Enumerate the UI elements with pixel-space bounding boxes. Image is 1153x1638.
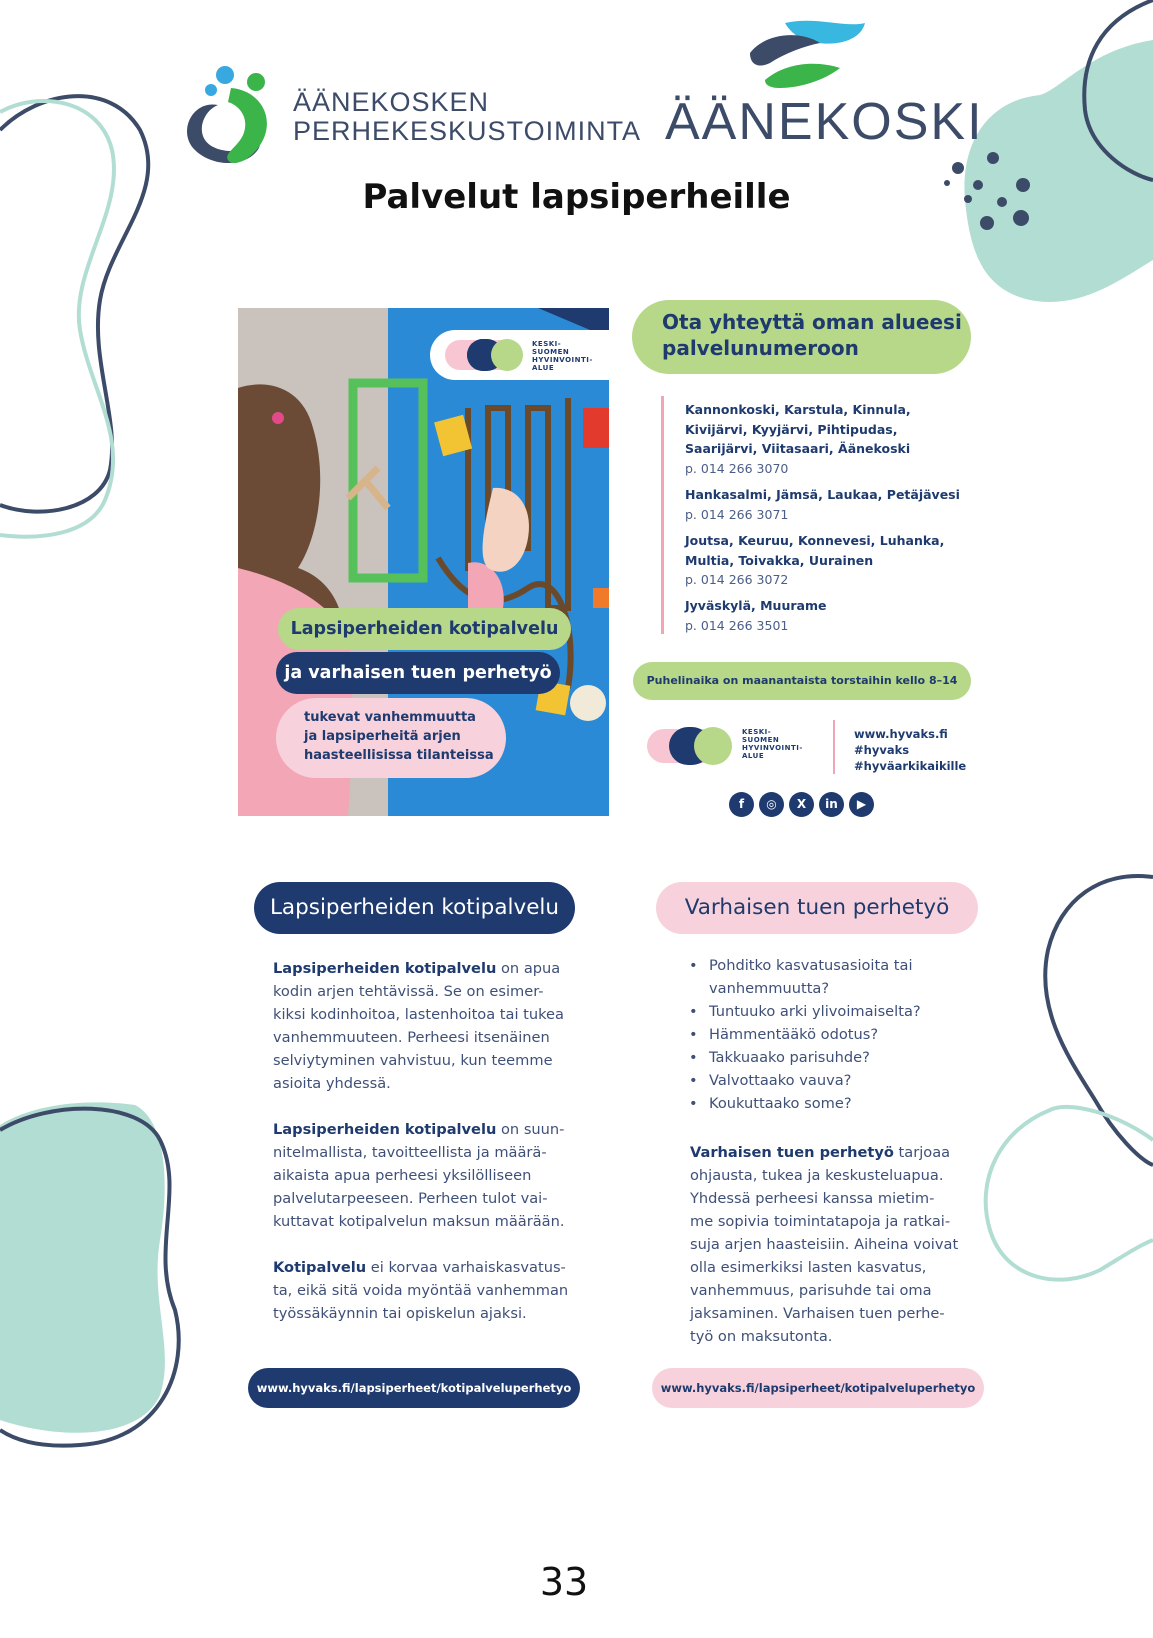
- contact-phone[interactable]: p. 014 266 3071: [685, 506, 789, 522]
- kotipalvelu-paragraph-1: Lapsiperheiden kotipalvelu on apua kodin arjen tehtävissä. Se on esimer- kiksi kodinhoitoa, lastenhoitoa tai tukea vanhemmuuteen. Perheesi itsenäinen selviytyminen vahvistuu, kun teemme asioita yhdessä.: [273, 960, 564, 1092]
- phone-hours: Puhelinaika on maanantaista torstaihin kello 8–14: [633, 662, 971, 700]
- contact-heading-line1: Ota yhteyttä oman alueesi: [662, 310, 962, 334]
- contact-region-1: Kannonkoski, Karstula, Kinnula, Kivijärvi, Kyyjärvi, Pihtipudas, Saarijärvi, Viitasaari, Äänekoski p. 014 266 3070: [685, 400, 911, 478]
- poster-pill-description: tukevat vanhemmuutta ja lapsiperheitä arjen haasteellisissa tilanteissa: [276, 698, 506, 778]
- perhetyo-heading: Varhaisen tuen perhetyö: [656, 882, 978, 934]
- contact-web: [854, 726, 966, 774]
- perhetyo-body: [690, 1141, 958, 1371]
- list-item: • Tuntuuko arki ylivoimaiselta?: [689, 1003, 921, 1020]
- list-item: • Valvottaako vauva?: [689, 1072, 852, 1089]
- perhekeskus-logo-text: [293, 88, 641, 146]
- linkedin-icon[interactable]: in: [819, 792, 844, 817]
- kotipalvelu-body: [273, 957, 568, 1348]
- x-icon[interactable]: X: [789, 792, 814, 817]
- kotipalvelu-heading: Lapsiperheiden kotipalvelu: [254, 882, 575, 934]
- page-number: 33: [539, 1560, 589, 1604]
- poster-brand-text: KESKI- SUOMEN HYVINVOINTI- ALUE: [532, 340, 593, 372]
- instagram-icon[interactable]: ◎: [759, 792, 784, 817]
- list-item: • Hämmentääkö odotus?: [689, 1026, 879, 1043]
- list-item: • Takkuaako parisuhde?: [689, 1049, 870, 1066]
- youtube-icon[interactable]: ▶: [849, 792, 874, 817]
- contact-phone[interactable]: p. 014 266 3070: [685, 460, 789, 476]
- aanekoski-logo-icon: [745, 18, 870, 90]
- contact-phone[interactable]: p. 014 266 3501: [685, 617, 789, 633]
- contact-heading: [632, 300, 971, 374]
- list-item: • Koukuttaako some?: [689, 1095, 852, 1112]
- kotipalvelu-paragraph-3: Kotipalvelu ei korvaa varhaiskasvatus- ta, eikä sitä voida myöntää vanhemman työssäkäynnin tai opiskelun ajaksi.: [273, 1259, 569, 1322]
- contact-region-4: Jyväskylä, Muurame p. 014 266 3501: [685, 596, 826, 635]
- list-item: • Pohditko kasvatusasioita tai vanhemmuutta?: [689, 957, 913, 997]
- poster-pill-perhetyo: ja varhaisen tuen perhetyö: [276, 652, 560, 694]
- brand-toggle-icon: [647, 727, 733, 765]
- hashtag: #hyvaks: [854, 743, 910, 757]
- kotipalvelu-paragraph-2: Lapsiperheiden kotipalvelu on suun- nitelmallista, tavoitteellista ja määrä- aikaista apua perheesi yksilölliseen palvelutarpeeseen. Perheen tulot vai- kuttavat kotipalvelun maksun määrään.: [273, 1121, 565, 1230]
- contact-region-3: Joutsa, Keuruu, Konnevesi, Luhanka, Multia, Toivakka, Uurainen p. 014 266 3072: [685, 531, 944, 590]
- kotipalvelu-url-link[interactable]: www.hyvaks.fi/lapsiperheet/kotipalveluperhetyo: [248, 1368, 580, 1408]
- perhekeskus-logo-line1: ÄÄNEKOSKEN: [293, 87, 490, 117]
- perhekeskus-logo-line2: PERHEKESKUSTOIMINTA: [293, 116, 642, 146]
- contact-region-2: Hankasalmi, Jämsä, Laukaa, Petäjävesi p. 014 266 3071: [685, 485, 960, 524]
- contact-heading-line2: palvelunumeroon: [662, 336, 859, 360]
- perhetyo-question-list: [689, 954, 921, 1115]
- page-title: Palvelut lapsiperheille: [362, 177, 791, 217]
- hashtag: #hyväarkikaikille: [854, 759, 967, 773]
- brand-toggle-icon: [445, 339, 523, 371]
- contact-brand-text: KESKI- SUOMEN HYVINVOINTI- ALUE: [742, 728, 803, 760]
- contact-vertical-divider: [833, 720, 835, 774]
- perhekeskus-logo-icon: [183, 60, 283, 170]
- aanekoski-logo-text: ÄÄNEKOSKI: [665, 93, 984, 151]
- perhetyo-url-link[interactable]: www.hyvaks.fi/lapsiperheet/kotipalveluperhetyo: [652, 1368, 984, 1408]
- contact-divider: [661, 396, 664, 634]
- poster-pill-kotipalvelu: Lapsiperheiden kotipalvelu: [278, 608, 571, 650]
- perhetyo-paragraph: Varhaisen tuen perhetyö tarjoaa ohjausta, tukea ja keskusteluapua. Yhdessä perheesi kanssa mietim- me sopivia toimintatapoja ja ratkai- suja arjen haasteisiin. Aiheina voivat olla esimerkiksi lasten kasvatus, vanhemmuus, parisuhde tai oma jaksaminen. Varhaisen tuen perhe- työ on maksutonta.: [690, 1144, 959, 1345]
- facebook-icon[interactable]: f: [729, 792, 754, 817]
- website-link[interactable]: www.hyvaks.fi: [854, 727, 948, 741]
- contact-phone[interactable]: p. 014 266 3072: [685, 572, 789, 587]
